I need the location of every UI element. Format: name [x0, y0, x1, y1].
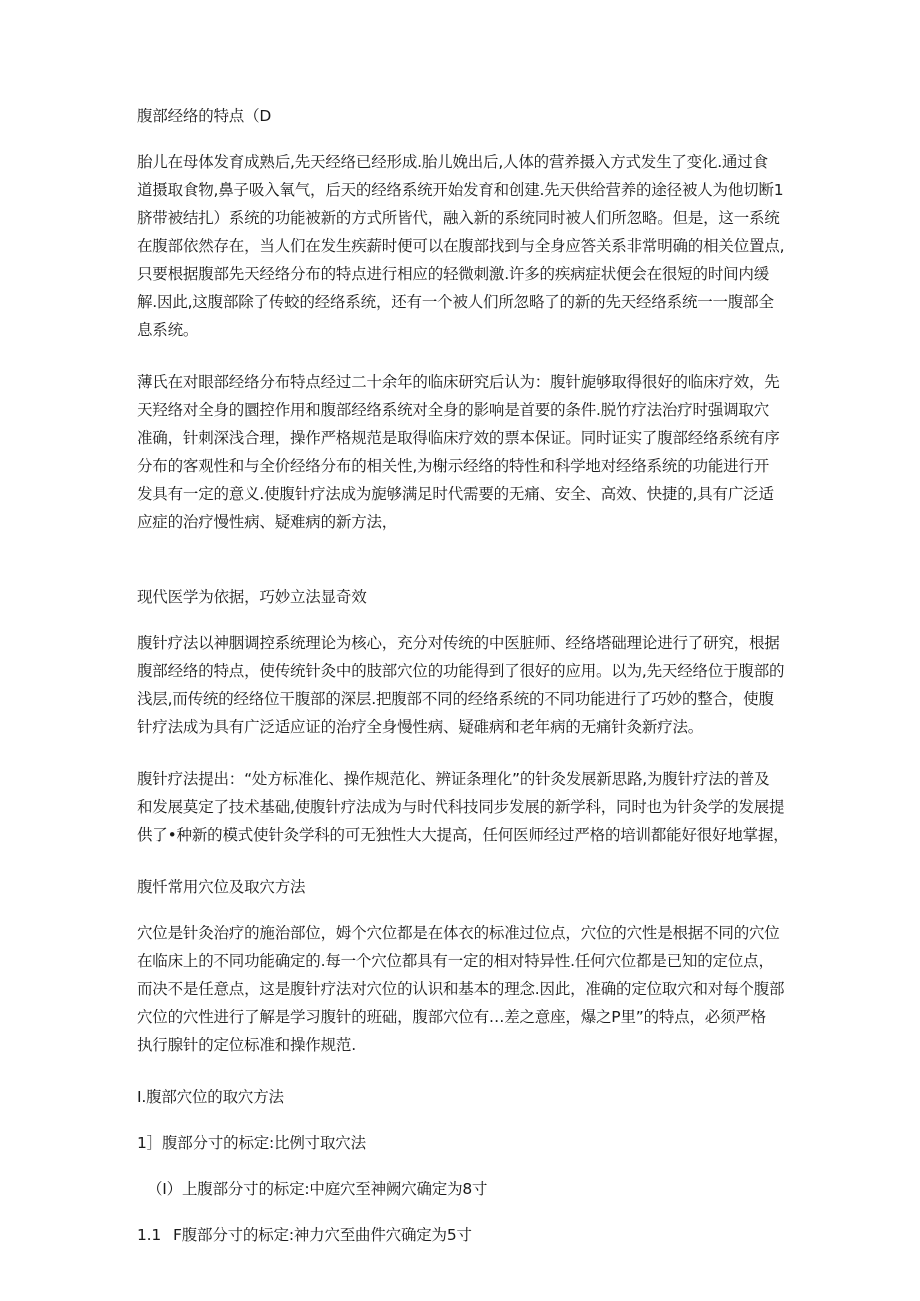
paragraph-line: 在腹部依然存在，当人们在发生疾薪时便可以在腹部找到与全身应答关系非常明确的相关位置点,	[137, 237, 785, 255]
section-title: 腹部经络的特点（D	[137, 107, 272, 125]
paragraph-line: 准确，针刺深浅合理，操作严格规范是取得临床疗效的票本保证。同时证实了腹部经络系统有序	[137, 429, 780, 447]
paragraph-line: 和发展莫定了技术基础,使腹针疗法成为与时代科技同步发展的新学科，同时也为针灸学的发展提	[137, 798, 785, 816]
paragraph-line: 腹针疗法提出：“处方标准化、操作规范化、辨证条理化”的针灸发展新思路,为腹针疗法的普及	[137, 770, 770, 788]
paragraph-line: 而决不是任意点，这是腹针疗法对穴位的认识和基本的理念.因此，准确的定位取穴和对每个腹部	[137, 980, 785, 998]
list-item: （I）上腹部分寸的标定:中庭穴至神阙穴确定为8寸	[147, 1180, 488, 1198]
paragraph-line: 应症的治疗慢性病、疑难病的新方法，	[137, 513, 398, 531]
paragraph-line: 脐带被结扎）系统的功能被新的方式所皆代，融入新的系统同时被人们所忽略。但是，这一系统	[137, 209, 780, 227]
paragraph-line: 分布的客观性和与全价经络分布的相关性,为榭示经络的特性和科学地对经络系统的功能进行开	[137, 457, 770, 475]
paragraph-line: 胎儿在母体发育成熟后,先天经络已经形成.胎儿娩出后,人体的营养摄入方式发生了变化.通过食	[137, 153, 768, 171]
list-item: 1］腹部分寸的标定:比例寸取穴法	[137, 1134, 366, 1152]
section-heading: 腹忏常用穴位及取穴方法	[137, 878, 306, 896]
paragraph-line: 道摄取食物,鼻子吸入氧气，后天的经络系统开始发育和创建.先天供给营养的途径被人为他切断1	[137, 181, 784, 199]
paragraph-line: 天羟络对全身的圜控作用和腹部经络系统对全身的影响是首要的条件.脱竹疗法治疗时强调取穴	[137, 401, 770, 419]
paragraph-line: 在临床上的不同功能确定的.每一个穴位都具有一定的相对特异性.任何穴位都是已知的定位点，	[137, 952, 774, 970]
paragraph-line: 薄氏在对眼部经络分布特点经过二十余年的临床研究后认为：腹针旎够取得很好的临床疗效，先	[137, 373, 780, 391]
paragraph-line: 穴位的穴性进行了解是学习腹针的班础，腹部穴位有…差之意座，爆之P里”的特点，必须严格	[137, 1008, 766, 1026]
list-item	[137, 1223, 472, 1247]
subsection-heading: I.腹部穴位的取穴方法	[137, 1088, 284, 1106]
section-heading: 现代医学为依据，巧妙立法显奇效	[137, 588, 367, 606]
paragraph-line: 解.因此,这腹部除了传蛟的经络系统，还有一个被人们所忽略了的新的先天经络系统一一腹部全	[137, 293, 774, 311]
paragraph-line: 穴位是针灸治疗的施治部位，姆个穴位都是在体衣的标准过位点，穴位的穴性是根据不同的穴位	[137, 924, 780, 942]
paragraph-line: 腹针疗法以神胭调控系统理论为核心，充分对传统的中医脏师、经络塔础理论进行了研究，根据	[137, 634, 780, 652]
paragraph-line: 发具有一定的意义.使腹针疗法成为旎够满足时代需要的无痛、安全、高效、快捷的,具有广泛适	[137, 485, 774, 503]
list-item-text: F腹部分寸的标定:神力穴至曲件穴确定为5寸	[173, 1226, 472, 1244]
paragraph-line: 息系统。	[137, 321, 199, 339]
paragraph-line: 腹部经络的特点，使传统针灸中的肢部穴位的功能得到了很好的应用。以为,先天经络位于腹部的	[137, 662, 785, 680]
paragraph-line: 供了•种新的模式使针灸学科的可无独性大大提高，任何医师经过严格的培训都能好很好地掌握，	[137, 826, 789, 844]
paragraph-line: 执行腺针的定位标准和操作规范.	[137, 1036, 356, 1054]
paragraph-line: 只要根据腹部先天经络分布的特点进行相应的轻微刺激.许多的疾病症状便会在很短的时间内缓	[137, 265, 770, 283]
paragraph-line: 针疗法成为具有广泛适应证的治疗全身慢性病、疑碓病和老年病的无痛针灸新疗法。	[137, 718, 704, 736]
paragraph-line: 浅层,而传统的经络位干腹部的深层.把腹部不同的经络系统的不同功能进行了巧妙的整合，使腹	[137, 690, 774, 708]
list-item-number: 1.1	[137, 1226, 162, 1244]
